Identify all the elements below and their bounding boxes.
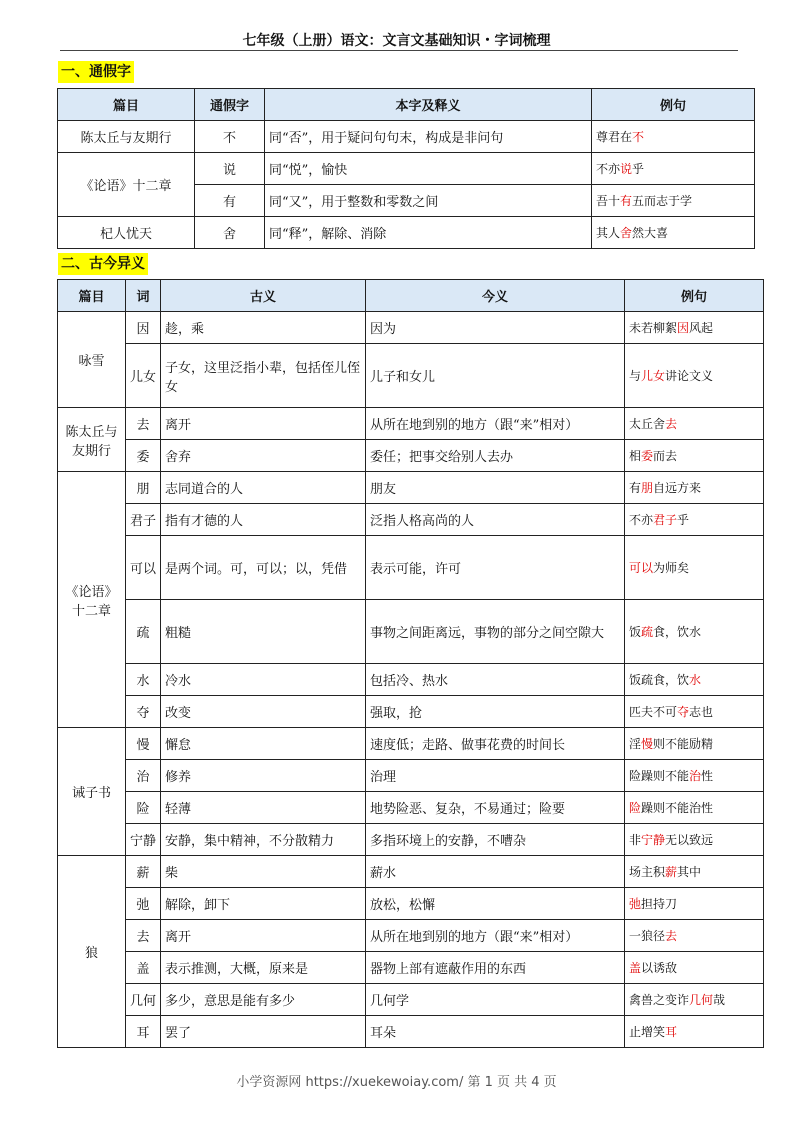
work-cell: 陈太丘与友期行 — [58, 121, 195, 153]
old-meaning-cell: 志同道合的人 — [161, 472, 366, 504]
example-text: 饭疏食，饮 — [629, 673, 690, 687]
tongjiazi-table — [57, 88, 755, 249]
modern-meaning-cell: 地势险恶、复杂，不易通过；险要 — [366, 792, 625, 824]
example-cell: 吾十有五而志于学 — [592, 185, 755, 217]
word-cell: 耳 — [126, 1016, 161, 1048]
highlighted-word: 弛 — [629, 897, 642, 911]
old-meaning-cell: 离开 — [161, 408, 366, 440]
column-header: 通假字 — [195, 89, 265, 121]
example-text: 与 — [629, 369, 642, 383]
old-meaning-cell: 冷水 — [161, 664, 366, 696]
column-header: 篇目 — [58, 280, 126, 312]
example-cell — [625, 664, 764, 696]
meaning-cell: 同“释”，解除、消除 — [265, 217, 592, 249]
example-text: 险躁则不能 — [629, 769, 690, 783]
modern-meaning-cell: 委任；把事交给别人去办 — [366, 440, 625, 472]
column-header: 今义 — [366, 280, 625, 312]
old-meaning-cell: 指有才德的人 — [161, 504, 366, 536]
word-cell: 君子 — [126, 504, 161, 536]
highlighted-word: 治 — [689, 769, 702, 783]
example-text: 而去 — [653, 449, 678, 463]
meaning-cell: 同“否”，用于疑问句句末，构成是非问句 — [265, 121, 592, 153]
modern-meaning-cell: 从所在地到别的地方（跟“来”相对） — [366, 408, 625, 440]
old-meaning-cell: 改变 — [161, 696, 366, 728]
meaning-cell: 同“又”，用于整数和零数之间 — [265, 185, 592, 217]
word-cell: 因 — [126, 312, 161, 344]
example-text: 淫 — [629, 737, 642, 751]
modern-meaning-cell: 薪水 — [366, 856, 625, 888]
example-text: 自远方来 — [653, 481, 702, 495]
char-cell: 舍 — [195, 217, 265, 249]
example-text: 哉 — [713, 993, 726, 1007]
column-header: 词 — [126, 280, 161, 312]
work-cell: 陈太丘与友期行 — [58, 408, 126, 472]
word-cell: 宁静 — [126, 824, 161, 856]
example-text: 性 — [701, 769, 714, 783]
example-text: 相 — [629, 449, 642, 463]
work-cell: 咏雪 — [58, 312, 126, 408]
old-meaning-cell: 罢了 — [161, 1016, 366, 1048]
example-text: 以诱敌 — [641, 961, 678, 975]
example-cell — [625, 536, 764, 600]
example-text: 非 — [629, 833, 642, 847]
char-cell: 有 — [195, 185, 265, 217]
example-cell — [625, 760, 764, 792]
example-text: 则不能励精 — [653, 737, 714, 751]
example-cell — [625, 920, 764, 952]
example-text: 未若柳絮 — [629, 321, 678, 335]
word-cell: 朋 — [126, 472, 161, 504]
example-cell — [625, 824, 764, 856]
example-cell — [625, 440, 764, 472]
highlighted-word: 盖 — [629, 961, 642, 975]
highlighted-word: 不 — [632, 130, 645, 144]
example-cell — [625, 344, 764, 408]
word-cell: 弛 — [126, 888, 161, 920]
example-cell — [625, 472, 764, 504]
example-text: 太丘舍 — [629, 417, 666, 431]
highlighted-word: 去 — [665, 417, 678, 431]
section-heading-tongjiazi: 一、通假字 — [58, 61, 134, 83]
word-cell: 可以 — [126, 536, 161, 600]
page-title: 七年级（上册）语文：文言文基础知识・字词梳理 — [242, 33, 551, 49]
column-header: 篇目 — [58, 89, 195, 121]
modern-meaning-cell: 器物上部有遮蔽作用的东西 — [366, 952, 625, 984]
highlighted-word: 儿女 — [641, 369, 666, 383]
footer-watermark: 小学资源网 https://xuekewoiay.com/ 第 1 页 共 4 页 — [236, 1075, 557, 1090]
modern-meaning-cell: 多指环境上的安静，不嘈杂 — [366, 824, 625, 856]
old-meaning-cell: 多少，意思是能有多少 — [161, 984, 366, 1016]
old-meaning-cell: 是两个词。可，可以；以，凭借 — [161, 536, 366, 600]
modern-meaning-cell: 儿子和女儿 — [366, 344, 625, 408]
highlighted-word: 疏 — [641, 625, 654, 639]
modern-meaning-cell: 表示可能，许可 — [366, 536, 625, 600]
modern-meaning-cell: 事物之间距离远，事物的部分之间空隙大 — [366, 600, 625, 664]
example-text: 担持刀 — [641, 897, 678, 911]
work-cell: 诫子书 — [58, 728, 126, 856]
highlighted-word: 夺 — [677, 705, 690, 719]
example-text: 止增笑 — [629, 1025, 666, 1039]
modern-meaning-cell: 泛指人格高尚的人 — [366, 504, 625, 536]
work-cell: 《论语》十二章 — [58, 472, 126, 728]
word-cell: 薪 — [126, 856, 161, 888]
highlighted-word: 君子 — [653, 513, 678, 527]
modern-meaning-cell: 速度低；走路、做事花费的时间长 — [366, 728, 625, 760]
word-cell: 委 — [126, 440, 161, 472]
modern-meaning-cell: 因为 — [366, 312, 625, 344]
old-meaning-cell: 舍弃 — [161, 440, 366, 472]
example-text: 一狼径 — [629, 929, 666, 943]
example-cell — [625, 952, 764, 984]
work-cell: 杞人忧天 — [58, 217, 195, 249]
example-cell — [625, 984, 764, 1016]
old-meaning-cell: 安静，集中精神，不分散精力 — [161, 824, 366, 856]
example-text: 志也 — [689, 705, 714, 719]
example-text: 风起 — [689, 321, 714, 335]
meaning-cell: 同“悦”，愉快 — [265, 153, 592, 185]
word-cell: 夺 — [126, 696, 161, 728]
work-cell: 《论语》十二章 — [58, 153, 195, 217]
example-cell — [625, 312, 764, 344]
highlighted-word: 朋 — [641, 481, 654, 495]
old-meaning-cell: 表示推测，大概，原来是 — [161, 952, 366, 984]
highlighted-word: 耳 — [665, 1025, 678, 1039]
old-meaning-cell: 解除，卸下 — [161, 888, 366, 920]
column-header: 例句 — [625, 280, 764, 312]
example-cell: 尊君在不 — [592, 121, 755, 153]
example-cell — [625, 856, 764, 888]
highlighted-word: 委 — [641, 449, 654, 463]
example-text: 禽兽之变诈 — [629, 993, 690, 1007]
highlighted-word: 有 — [620, 194, 633, 208]
old-meaning-cell: 粗糙 — [161, 600, 366, 664]
char-cell: 不 — [195, 121, 265, 153]
highlighted-word: 因 — [677, 321, 690, 335]
old-meaning-cell: 柴 — [161, 856, 366, 888]
example-cell — [625, 600, 764, 664]
example-text: 匹夫不可 — [629, 705, 678, 719]
old-meaning-cell: 子女，这里泛指小辈，包括侄儿侄女 — [161, 344, 366, 408]
column-header: 古义 — [161, 280, 366, 312]
highlighted-word: 几何 — [689, 993, 714, 1007]
example-text: 无以致远 — [665, 833, 714, 847]
gujinyiyi-table — [57, 279, 764, 1048]
example-text: 食，饮水 — [653, 625, 702, 639]
modern-meaning-cell: 放松，松懈 — [366, 888, 625, 920]
example-cell — [625, 728, 764, 760]
word-cell: 水 — [126, 664, 161, 696]
old-meaning-cell: 修养 — [161, 760, 366, 792]
old-meaning-cell: 轻薄 — [161, 792, 366, 824]
example-text: 躁则不能治性 — [641, 801, 714, 815]
old-meaning-cell: 趁，乘 — [161, 312, 366, 344]
example-cell — [625, 504, 764, 536]
modern-meaning-cell: 治理 — [366, 760, 625, 792]
example-cell — [625, 792, 764, 824]
work-cell: 狼 — [58, 856, 126, 1048]
example-text: 为师矣 — [653, 561, 690, 575]
example-text: 其中 — [677, 865, 702, 879]
column-header: 例句 — [592, 89, 755, 121]
modern-meaning-cell: 强取，抢 — [366, 696, 625, 728]
highlighted-word: 慢 — [641, 737, 654, 751]
example-text: 饭 — [629, 625, 642, 639]
example-cell — [625, 1016, 764, 1048]
example-cell — [625, 888, 764, 920]
example-cell — [625, 696, 764, 728]
highlighted-word: 水 — [689, 673, 702, 687]
word-cell: 疏 — [126, 600, 161, 664]
section-heading-gujinyiyi: 二、古今异义 — [58, 253, 148, 275]
modern-meaning-cell: 包括冷、热水 — [366, 664, 625, 696]
highlighted-word: 薪 — [665, 865, 678, 879]
modern-meaning-cell: 朋友 — [366, 472, 625, 504]
old-meaning-cell: 离开 — [161, 920, 366, 952]
highlighted-word: 说 — [620, 162, 633, 176]
example-cell — [625, 408, 764, 440]
word-cell: 去 — [126, 408, 161, 440]
old-meaning-cell: 懈怠 — [161, 728, 366, 760]
modern-meaning-cell: 耳朵 — [366, 1016, 625, 1048]
example-text: 场主积 — [629, 865, 666, 879]
word-cell: 慢 — [126, 728, 161, 760]
highlighted-word: 可以 — [629, 561, 654, 575]
highlighted-word: 险 — [629, 801, 642, 815]
highlighted-word: 舍 — [620, 226, 633, 240]
example-cell: 其人舍然大喜 — [592, 217, 755, 249]
word-cell: 险 — [126, 792, 161, 824]
example-text: 有 — [629, 481, 642, 495]
word-cell: 几何 — [126, 984, 161, 1016]
word-cell: 去 — [126, 920, 161, 952]
word-cell: 治 — [126, 760, 161, 792]
word-cell: 儿女 — [126, 344, 161, 408]
modern-meaning-cell: 从所在地到别的地方（跟“来”相对） — [366, 920, 625, 952]
example-text: 乎 — [677, 513, 690, 527]
word-cell: 盖 — [126, 952, 161, 984]
highlighted-word: 去 — [665, 929, 678, 943]
column-header: 本字及释义 — [265, 89, 592, 121]
title-rule — [60, 50, 738, 51]
example-text: 不亦 — [629, 513, 654, 527]
example-cell: 不亦说乎 — [592, 153, 755, 185]
char-cell: 说 — [195, 153, 265, 185]
highlighted-word: 宁静 — [641, 833, 666, 847]
modern-meaning-cell: 几何学 — [366, 984, 625, 1016]
example-text: 讲论文义 — [665, 369, 714, 383]
